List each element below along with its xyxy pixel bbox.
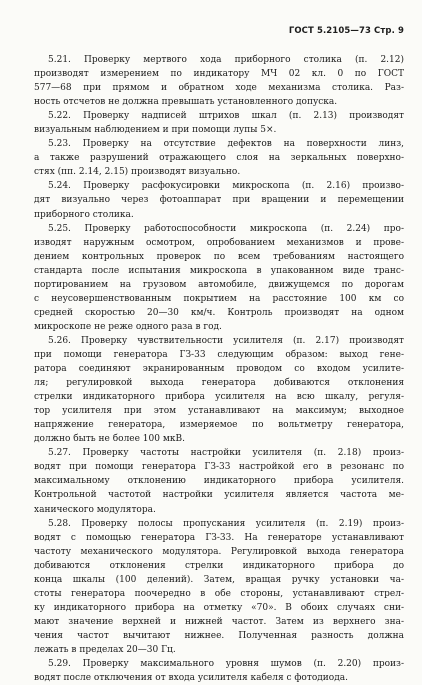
text-line: 5.25. Проверку работоспособности микроскопа (п. 2.24) про- <box>48 223 404 234</box>
text-line: с неусовершенствованным покрытием на расстояние 100 км со <box>34 293 404 304</box>
page-header: ГОСТ 5.2105—73 Стр. 9 <box>288 26 404 36</box>
body-text <box>34 53 404 685</box>
text-line: ку индикаторного прибора на отметку «70». В обоих случаях сни- <box>34 602 404 613</box>
paragraph <box>34 657 404 685</box>
paragraph <box>34 179 404 221</box>
text-line: при помощи генератора ГЗ-33 следующим образом: выход гене- <box>34 349 404 360</box>
text-line: 5.26. Проверку чувствительности усилителя (п. 2.17) производят <box>48 335 404 346</box>
text-line: стоты генератора поочередно в обе стороны, устанавливают стрел- <box>34 588 404 599</box>
text-line: приборного столика. <box>34 209 134 220</box>
text-line: конца шкалы (100 делений). Затем, вращая ручку установки ча- <box>34 574 404 585</box>
text-line: мают значение верхней и нижней частот. Затем из верхнего зна- <box>34 616 404 627</box>
text-line: ность отсчетов не должна превышать установленного допуска. <box>34 97 338 108</box>
text-line: 5.23. Проверку на отсутствие дефектов на поверхности линз, <box>48 139 404 150</box>
paragraph <box>34 446 404 516</box>
text-line: ханического модулятора. <box>34 504 156 515</box>
text-line: тор усилителя при этом устанавливают на максимум; выходное <box>34 406 404 417</box>
text-line: водят после отключения от входа усилителя кабеля с фотодиода. <box>34 673 348 684</box>
paragraph <box>34 53 404 109</box>
text-line: чения частот вычитают нижнее. Полученная разность должна <box>34 630 404 641</box>
text-line: добиваются отклонения стрелки индикаторного прибора до <box>34 560 404 571</box>
text-line: должно быть не более 100 мкВ. <box>34 434 185 445</box>
text-line: 5.21. Проверку мертвого хода приборного столика (п. 2.12) <box>48 55 404 65</box>
text-line: стандарта после испытания микроскопа в упакованном виде транс- <box>34 265 404 276</box>
text-line: микроскопе не реже одного раза в год. <box>34 321 222 332</box>
text-line: стрелки индикаторного прибора усилителя на всю шкалу, регуля- <box>34 392 404 403</box>
text-line: напряжение генератора, измеряемое по вольтметру генератора, <box>34 420 404 431</box>
text-line: максимальному отклонению индикаторного прибора усилителя. <box>34 476 404 487</box>
text-line: частоту механического модулятора. Регулировкой выхода генератора <box>34 546 404 557</box>
paragraph <box>34 517 404 657</box>
text-line: ля; регулировкой выхода генератора добиваются отклонения <box>34 378 404 389</box>
text-line: 5.28. Проверку полосы пропускания усилителя (п. 2.19) произ- <box>48 518 404 529</box>
paragraph <box>34 222 404 334</box>
text-line: производят измерением по индикатору МЧ 02 кл. 0 по ГОСТ <box>34 69 404 80</box>
text-line: портированием на грузовом автомобиле, движущемся по дорогам <box>34 279 404 290</box>
text-line: 5.27. Проверку частоты настройки усилителя (п. 2.18) произ- <box>48 448 404 459</box>
text-line: ратора соединяют экранированным проводом со входом усилите- <box>34 364 404 375</box>
text-line: а также разрушений отражающего слоя на зеркальных поверхно- <box>34 153 404 164</box>
text-line: 577—68 при прямом и обратном ходе механизма столика. Раз- <box>34 83 404 94</box>
text-line: 5.29. Проверку максимального уровня шумов (п. 2.20) произ- <box>48 659 404 670</box>
text-line: визуальным наблюдением и при помощи лупы 5×. <box>34 125 277 136</box>
paragraph <box>34 137 404 179</box>
paragraph <box>34 334 404 446</box>
text-line: 5.24. Проверку расфокусировки микроскопа (п. 2.16) произво- <box>48 181 404 192</box>
text-line: дят визуально через фотоаппарат при вращении и перемещении <box>34 195 404 206</box>
text-line: лежать в пределах 20—30 Гц. <box>34 644 176 655</box>
text-line: водят с помощью генератора ГЗ-33. На генераторе устанавливают <box>34 532 404 543</box>
text-line: дением контрольных проверок по всем требованиям настоящего <box>34 251 404 262</box>
text-line: водят при помощи генератора ГЗ-33 настройкой его в резонанс по <box>34 462 404 473</box>
paragraph <box>34 109 404 137</box>
text-line: стях (пп. 2.14, 2.15) производят визуально. <box>34 167 241 178</box>
text-line: изводят наружным осмотром, опробованием механизмов и прове- <box>34 237 404 248</box>
text-line: Контрольной частотой настройки усилителя является частота ме- <box>34 490 404 501</box>
text-line: средней скоростью 20—30 км/ч. Контроль производят на одном <box>34 307 404 318</box>
text-line: 5.22. Проверку надписей штрихов шкал (п. 2.13) производят <box>48 111 404 122</box>
